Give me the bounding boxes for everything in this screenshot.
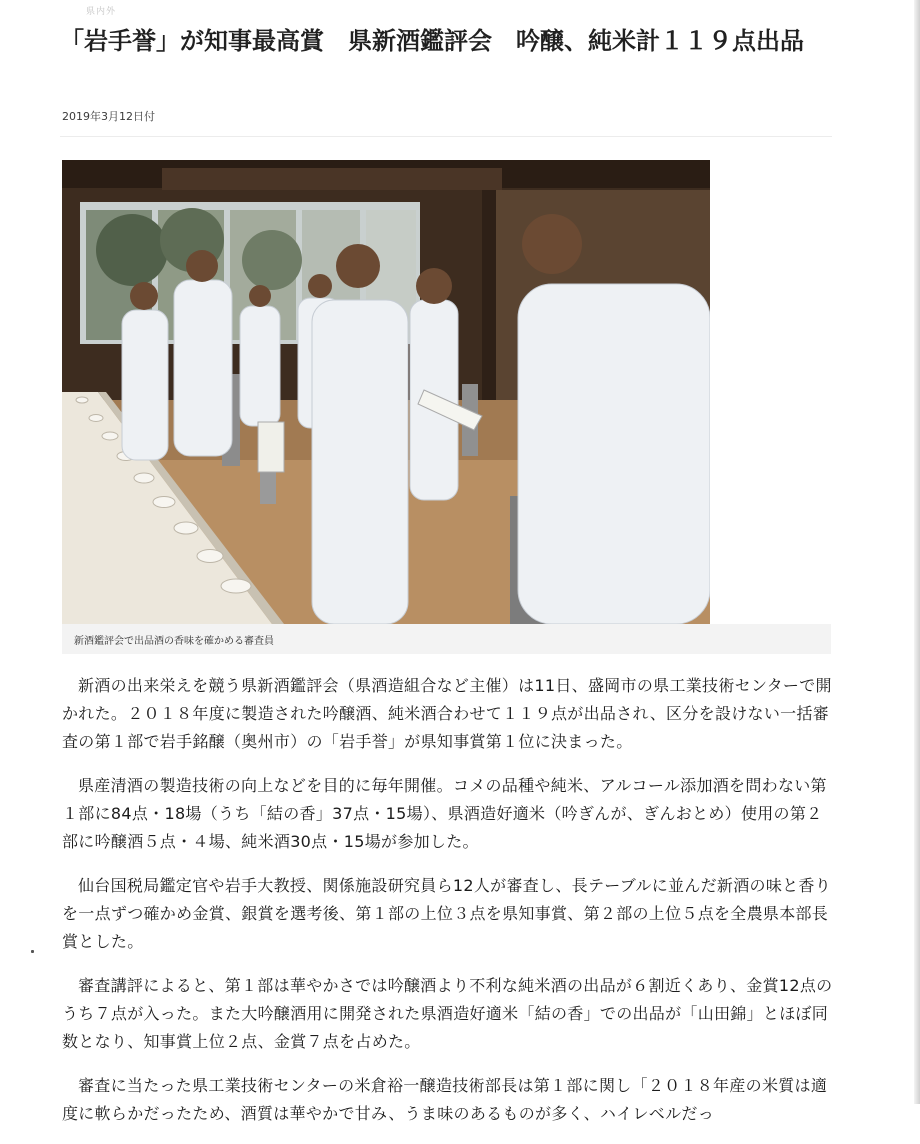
article-photo xyxy=(62,160,710,624)
section-tag: 県内外 xyxy=(86,7,117,17)
scan-edge-shadow xyxy=(914,0,920,1104)
photo-caption: 新酒鑑評会で出品酒の香味を確かめる審査員 xyxy=(74,636,274,647)
article-paragraph-1: 新酒の出来栄えを競う県新酒鑑評会（県酒造組合など主催）は11日、盛岡市の県工業技術センターで開かれた。２０１８年度に製造された吟醸酒、純米酒合わせて１１９点が出品され、区分を設けない一括審査の第１部で岩手銘醸（奥州市）の「岩手誉」が県知事賞第１位に決まった。 xyxy=(62,676,832,751)
article-paragraph-3: 仙台国税局鑑定官や岩手大教授、関係施設研究員ら12人が審査し、長テーブルに並んだ新酒の味と香りを一点ずつ確かめ金賞、銀賞を選考後、第１部の上位３点を県知事賞、第２部の上位５点を全農県本部長賞とした。 xyxy=(62,876,832,951)
article-paragraph-5: 審査に当たった県工業技術センターの米倉裕一醸造技術部長は第１部に関し「２０１８年産の米質は適度に軟らかだったため、酒質は華やかで甘み、うま味のあるものが多く、ハイレベルだっ xyxy=(62,1076,828,1123)
article-paragraph-2: 県産清酒の製造技術の向上などを目的に毎年開催。コメの品種や純米、アルコール添加酒を問わない第１部に84点・18場（うち「結の香」37点・15場）、県酒造好適米（吟ぎんが、ぎんおとめ）使用の第２部に吟醸酒５点・４場、純米酒30点・15場が参加した。 xyxy=(62,776,827,851)
tasting-scene-photo xyxy=(62,160,710,624)
scan-speck xyxy=(31,950,34,953)
article-paragraph-4: 審査講評によると、第１部は華やかさでは吟醸酒より不利な純米酒の出品が６割近くあり、金賞12点のうち７点が入った。また大吟醸酒用に開発された県酒造好適米「結の香」での出品が「山田錦」とほぼ同数となり、知事賞上位２点、金賞７点を占めた。 xyxy=(62,976,833,1051)
article-date: 2019年3月12日付 xyxy=(62,110,155,123)
article-headline: 「岩手誉」が知事最高賞 県新酒鑑評会 吟醸、純米計１１９点出品 xyxy=(60,27,804,55)
header-divider xyxy=(60,136,832,137)
article-body xyxy=(62,672,838,1144)
